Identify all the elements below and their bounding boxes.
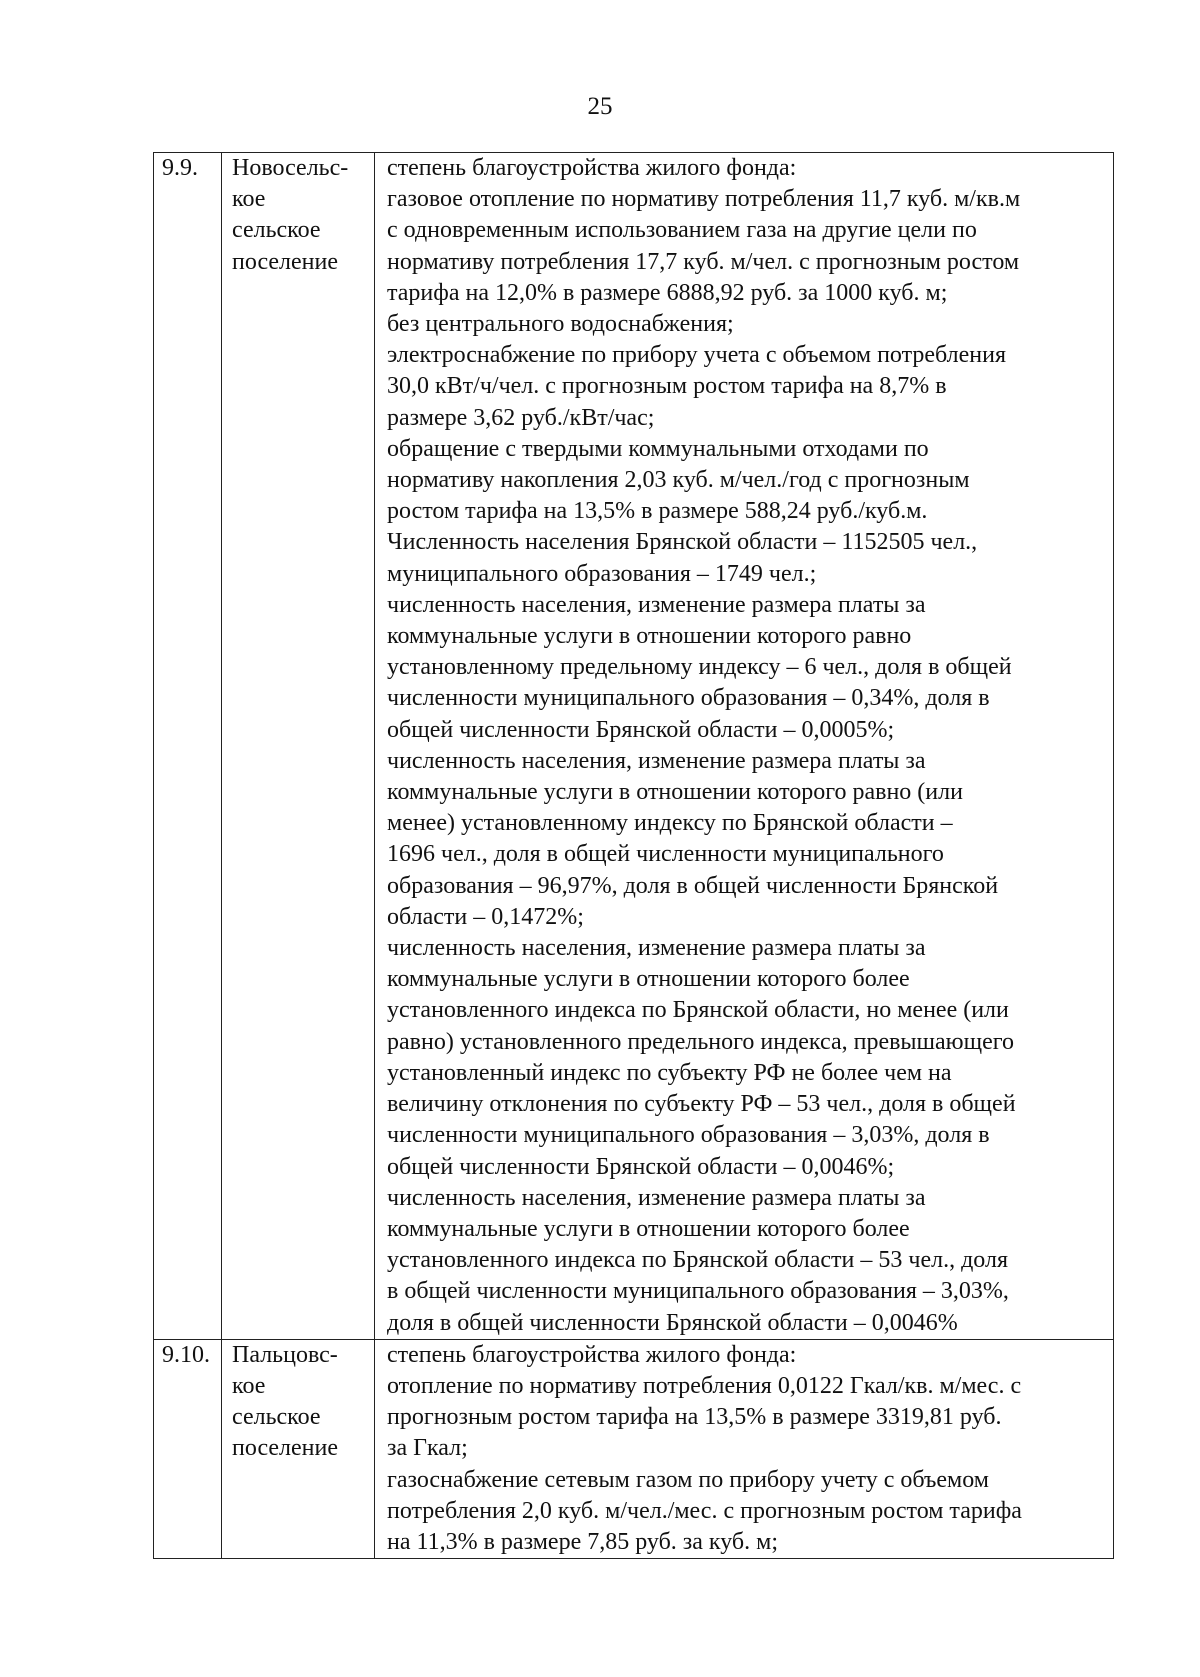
text-line: тарифа на 12,0% в размере 6888,92 руб. за 1000 куб. м; — [387, 279, 948, 306]
text-line: общей численности Брянской области – 0,0046%; — [387, 1153, 895, 1180]
settlement-name-line: Новосельс- — [232, 155, 349, 181]
settlement-name — [222, 153, 375, 1340]
settlement-name-line: поселение — [232, 248, 339, 275]
text-line: доля в общей численности Брянской области – 0,0046% — [387, 1309, 958, 1336]
settlement-name-line: кое — [232, 1372, 266, 1399]
text-line: величину отклонения по субъекту РФ – 53 чел., доля в общей — [387, 1091, 1016, 1118]
text-line: отопление по нормативу потребления 0,0122 Гкал/кв. м/мес. с — [387, 1372, 1022, 1399]
text-line: ростом тарифа на 13,5% в размере 588,24 руб./куб.м. — [387, 498, 928, 525]
text-line: численность населения, изменение размера платы за — [387, 935, 926, 962]
text-line: на 11,3% в размере 7,85 руб. за куб. м; — [387, 1528, 778, 1555]
row-description — [375, 153, 1114, 1340]
text-line: газовое отопление по нормативу потребления 11,7 куб. м/кв.м — [387, 186, 1021, 213]
text-line: численности муниципального образования – 3,03%, доля в — [387, 1122, 990, 1149]
text-line: степень благоустройства жилого фонда: — [387, 1341, 797, 1368]
text-line: размере 3,62 руб./кВт/час; — [387, 404, 655, 431]
text-line: коммунальные услуги в отношении которого равно — [387, 623, 912, 650]
text-line: потребления 2,0 куб. м/чел./мес. с прогнозным ростом тарифа — [387, 1497, 1022, 1524]
settlement-name-line: сельское — [232, 217, 321, 244]
text-line: менее) установленному индексу по Брянской области – — [387, 810, 953, 837]
text-line: Численность населения Брянской области – 1152505 чел., — [387, 529, 978, 556]
text-line: нормативу накопления 2,03 куб. м/чел./год с прогнозным — [387, 467, 970, 494]
text-line: за Гкал; — [387, 1435, 468, 1462]
tariff-table — [153, 152, 1114, 1559]
text-line: газоснабжение сетевым газом по прибору учету с объемом — [387, 1466, 989, 1493]
settlement-name — [222, 1339, 375, 1558]
text-line: общей численности Брянской области – 0,0005%; — [387, 716, 895, 743]
text-line: установленного индекса по Брянской области – 53 чел., доля — [387, 1247, 1008, 1274]
text-line: установленному предельному индексу – 6 чел., доля в общей — [387, 654, 1012, 681]
page-number: 25 — [587, 93, 613, 120]
text-line: численность населения, изменение размера платы за — [387, 591, 926, 618]
text-line: установленный индекс по субъекту РФ не более чем на — [387, 1059, 952, 1086]
row-number: 9.9. — [154, 153, 222, 1340]
text-line: прогнозным ростом тарифа на 13,5% в размере 3319,81 руб. — [387, 1404, 1002, 1431]
text-line: численности муниципального образования – 0,34%, доля в — [387, 685, 990, 712]
settlement-name-line: сельское — [232, 1404, 321, 1431]
text-line: установленного индекса по Брянской области, но менее (или — [387, 997, 1009, 1024]
text-line: в общей численности муниципального образования – 3,03%, — [387, 1278, 1009, 1305]
text-line: равно) установленного предельного индекса, превышающего — [387, 1028, 1014, 1055]
text-line: 1696 чел., доля в общей численности муниципального — [387, 841, 944, 868]
text-line: без центрального водоснабжения; — [387, 311, 734, 338]
settlement-name-line: поселение — [232, 1435, 339, 1462]
text-line: коммунальные услуги в отношении которого равно (или — [387, 779, 963, 806]
text-line: 30,0 кВт/ч/чел. с прогнозным ростом тарифа на 8,7% в — [387, 373, 947, 400]
text-line: обращение с твердыми коммунальными отходами по — [387, 435, 929, 462]
text-line: нормативу потребления 17,7 куб. м/чел. с прогнозным ростом — [387, 248, 1020, 275]
settlement-name-line: кое — [232, 186, 266, 213]
text-line: коммунальные услуги в отношении которого более — [387, 1215, 910, 1242]
text-line: области – 0,1472%; — [387, 903, 584, 930]
text-line: численность населения, изменение размера платы за — [387, 1184, 926, 1211]
text-line: коммунальные услуги в отношении которого более — [387, 966, 910, 993]
table-row — [154, 153, 1114, 1340]
text-line: муниципального образования – 1749 чел.; — [387, 560, 817, 587]
row-description — [375, 1339, 1114, 1558]
text-line: степень благоустройства жилого фонда: — [387, 155, 797, 181]
table-row — [154, 1339, 1114, 1558]
text-line: с одновременным использованием газа на другие цели по — [387, 217, 977, 244]
text-line: образования – 96,97%, доля в общей численности Брянской — [387, 872, 999, 899]
row-number: 9.10. — [154, 1339, 222, 1558]
settlement-name-line: Пальцовс- — [232, 1341, 338, 1368]
text-line: электроснабжение по прибору учета с объемом потребления — [387, 342, 1006, 369]
text-line: численность населения, изменение размера платы за — [387, 747, 926, 774]
